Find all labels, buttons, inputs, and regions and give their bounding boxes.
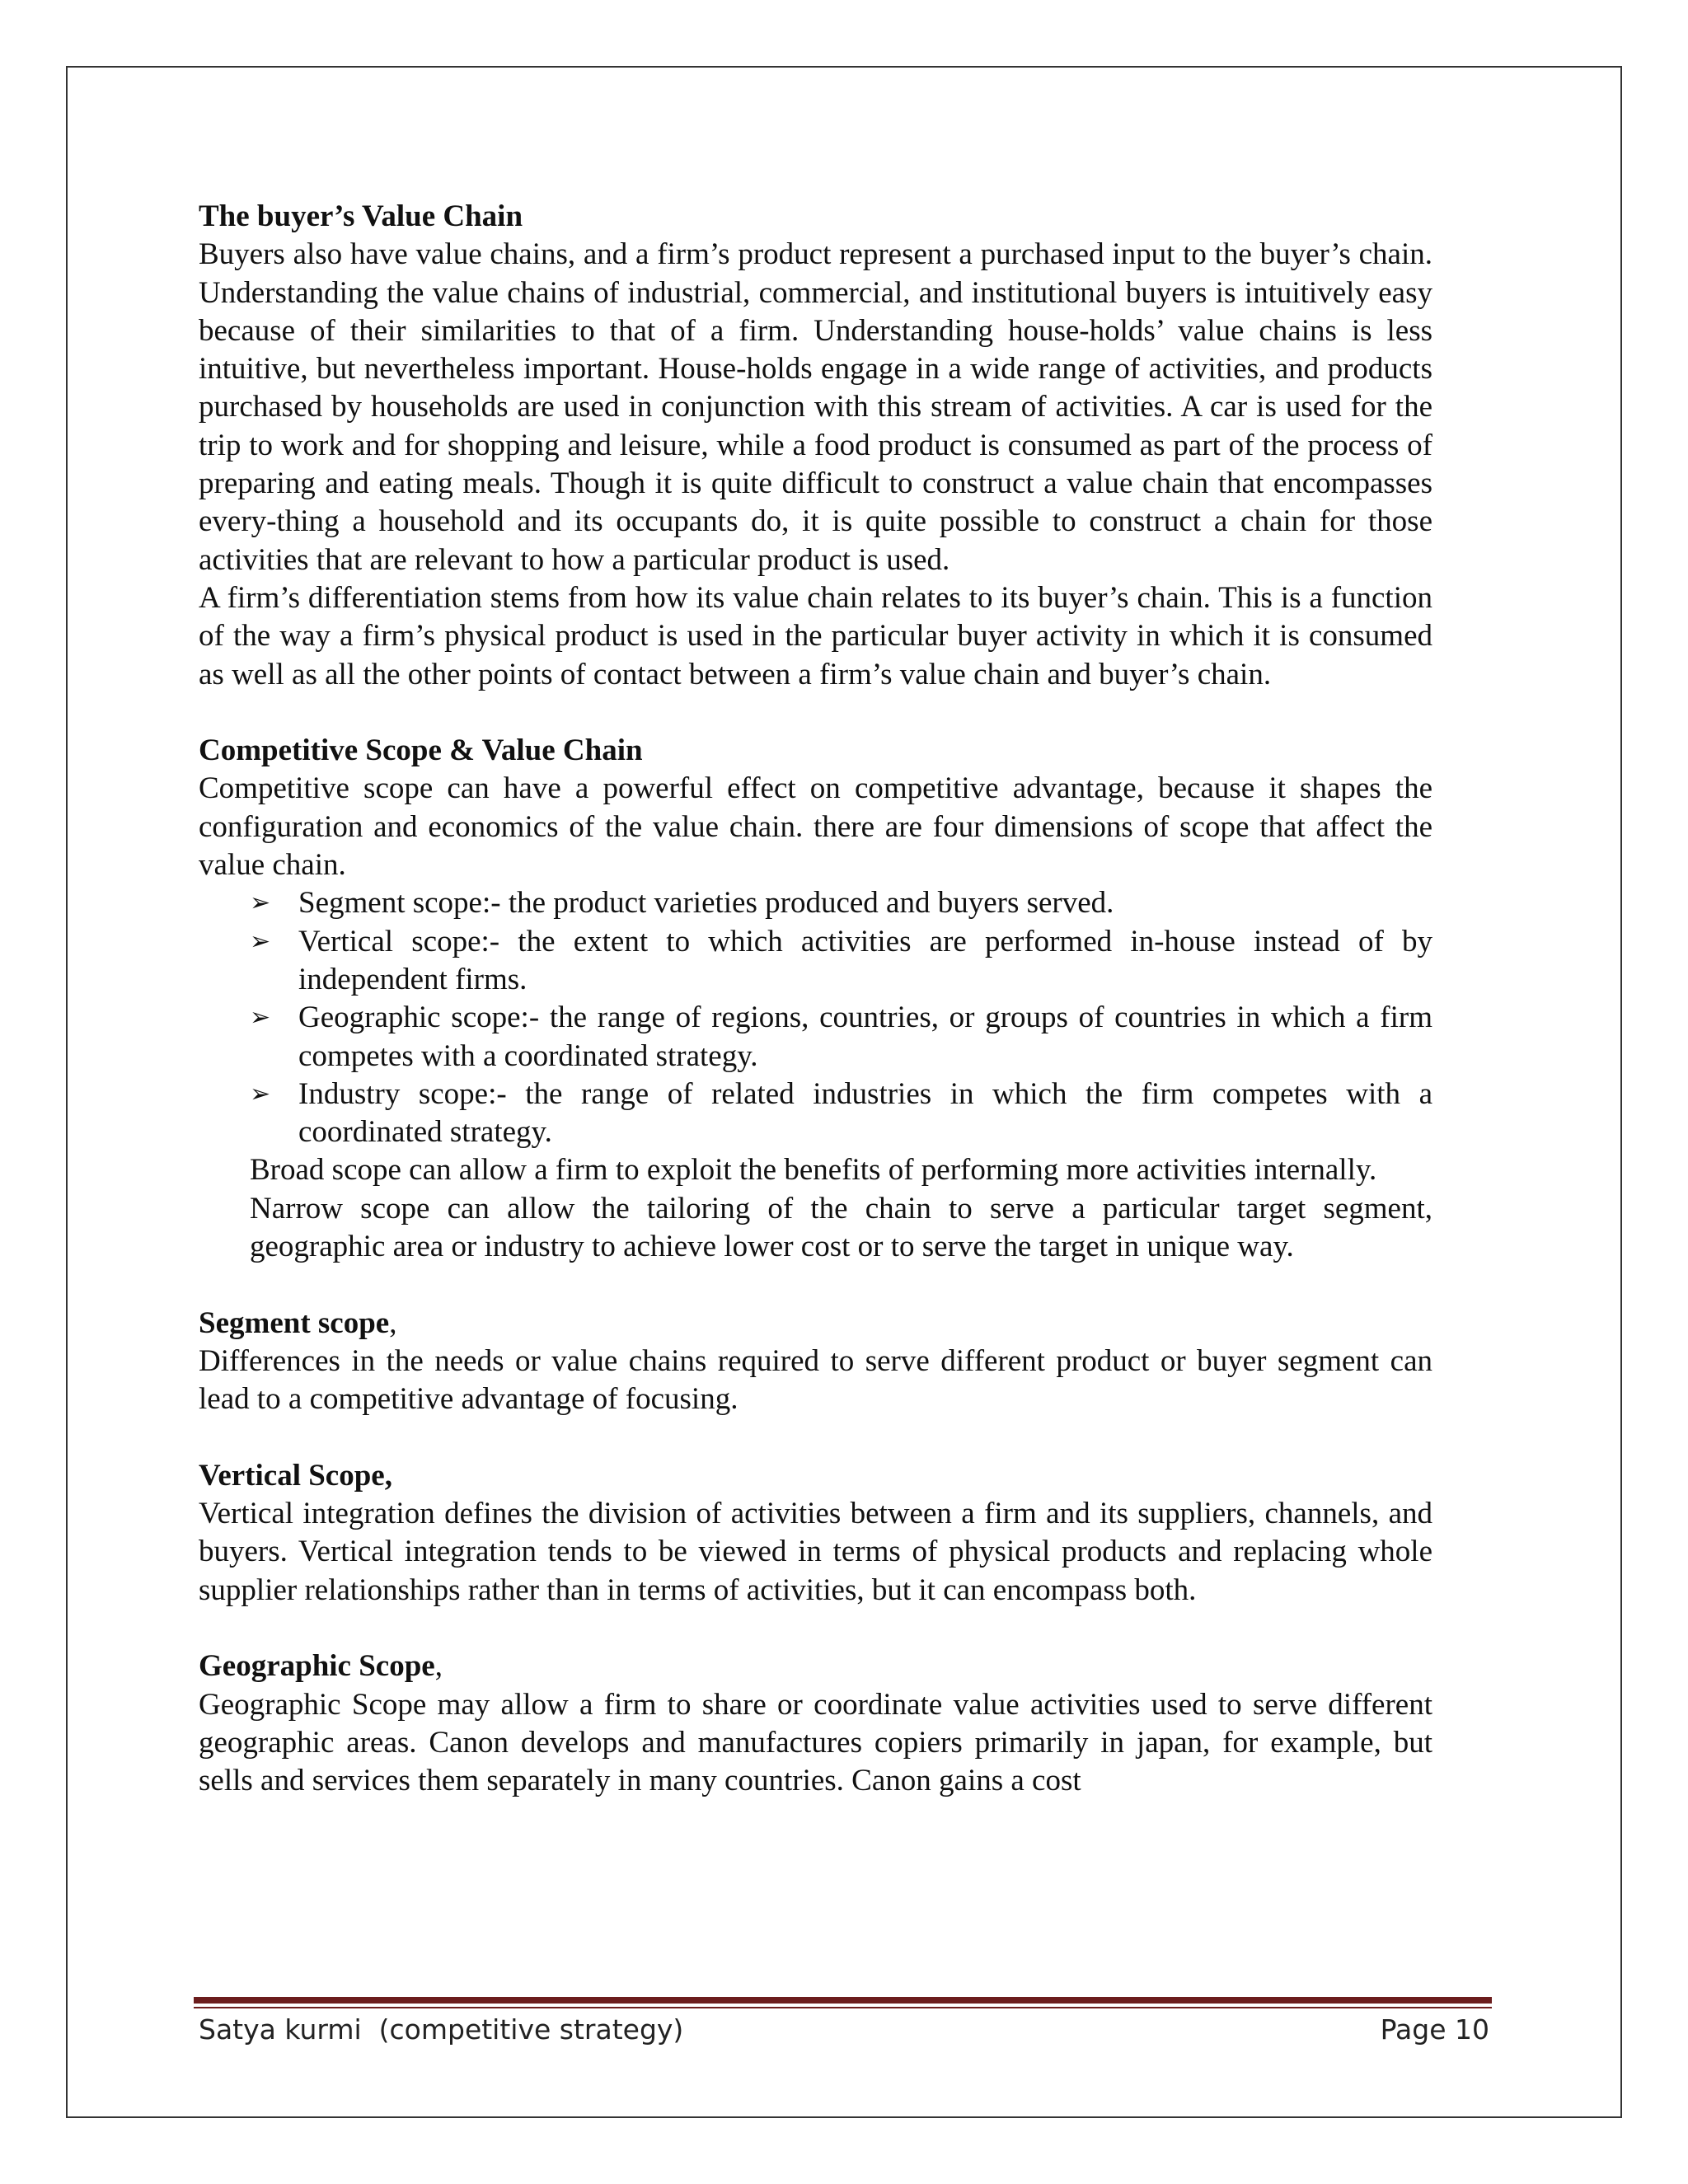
footer-page-number: Page 10: [1380, 2013, 1489, 2046]
paragraph-competitive-scope-intro: Competitive scope can have a powerful effect on competitive advantage, because it shapes the configuration and economics of the value chain. there are four dimensions of scope that affect the value chain.: [199, 771, 1432, 883]
spacer: [199, 1610, 1432, 1647]
list-item: [250, 1076, 1432, 1152]
arrow-bullet-icon: ➢: [250, 1003, 271, 1033]
footer-rule-thin: [194, 2007, 1492, 2008]
arrow-bullet-icon: ➢: [250, 926, 271, 956]
list-item-text: Segment scope:- the product varieties produced and buyers served.: [298, 886, 1114, 921]
paragraph-vertical-scope: Vertical integration defines the division of activities between a firm and its suppliers, channels, and buyers. Vertical integration tends to be viewed in terms of physical products and replacing whole supplier relationships rather than in terms of activities, but it can encompass both.: [199, 1497, 1432, 1607]
list-item: [250, 999, 1432, 1076]
heading-competitive-scope: Competitive Scope & Value Chain: [199, 733, 643, 768]
list-item-text: Geographic scope:- the range of regions, countries, or groups of countries in which a firm competes with a coordinated strategy.: [298, 1001, 1432, 1073]
paragraph-segment-scope: Differences in the needs or value chains required to serve different product or buyer segment can lead to a competitive advantage of focusing.: [199, 1343, 1432, 1417]
heading-vertical-scope: Vertical Scope,: [199, 1458, 392, 1493]
paragraph-geographic-scope: Geographic Scope may allow a firm to share or coordinate value activities used to serve different geographic areas. Canon develops and manufactures copiers primarily in japan, for example, but sells and services them separately in many countries. Canon gains a cost: [199, 1687, 1432, 1798]
heading-segment-scope-suffix: ,: [389, 1305, 397, 1340]
arrow-bullet-icon: ➢: [250, 1079, 271, 1108]
document-body: [199, 198, 1432, 1800]
footer-author: Satya kurmi (competitive strategy): [199, 2013, 684, 2046]
paragraph-narrow-scope: Narrow scope can allow the tailoring of the chain to serve a particular target segment, geographic area or industry to achieve lower cost or to serve the target in unique way.: [250, 1191, 1432, 1264]
list-item-text: Industry scope:- the range of related industries in which the firm competes with a coordinated strategy.: [298, 1076, 1432, 1150]
paragraph-buyers-value-chain-1: Buyers also have value chains, and a firm’s product represent a purchased input to the buyer’s chain. Understanding the value chains of industrial, commercial, and institutional buyers is intuitively easy because of their similarities to that of a firm. Understanding house-holds’ value chains is less intuitive, but nevertheless important. House-holds engage in a wide range of activities, and products purchased by households are used in conjunction with this stream of activities. A car is used for the trip to work and for shopping and leisure, while a food product is consumed as part of the process of preparing and eating meals. Though it is quite difficult to construct a value chain that encompasses every-thing a household and its occupants do, it is quite possible to construct a chain for those activities that are relevant to how a particular product is used.: [199, 237, 1432, 577]
heading-buyers-value-chain: The buyer’s Value Chain: [199, 199, 523, 233]
heading-geographic-scope-suffix: ,: [434, 1649, 443, 1684]
heading-segment-scope: Segment scope: [199, 1305, 390, 1340]
paragraph-broad-scope: Broad scope can allow a firm to exploit the benefits of performing more activities internally.: [250, 1153, 1377, 1188]
heading-segment-scope-line: [199, 1305, 1432, 1343]
arrow-bullet-icon: ➢: [250, 888, 271, 918]
spacer: [199, 694, 1432, 732]
list-item: [250, 923, 1432, 1000]
spacer: [199, 1419, 1432, 1457]
list-item-text: Vertical scope:- the extent to which activities are performed in-house instead of by independent firms.: [298, 924, 1432, 996]
spacer: [199, 1266, 1432, 1304]
footer-rule: [194, 1997, 1492, 2004]
heading-geographic-scope-line: [199, 1647, 1432, 1685]
paragraph-buyers-value-chain-2: A firm’s differentiation stems from how its value chain relates to its buyer’s chain. This is a function of the way a firm’s physical product is used in the particular buyer activity in which it is consumed as well as all the other points of contact between a firm’s value chain and buyer’s chain.: [199, 580, 1432, 691]
heading-geographic-scope: Geographic Scope: [199, 1649, 435, 1684]
list-item: [250, 884, 1432, 922]
scope-bullet-list: [199, 884, 1432, 1151]
